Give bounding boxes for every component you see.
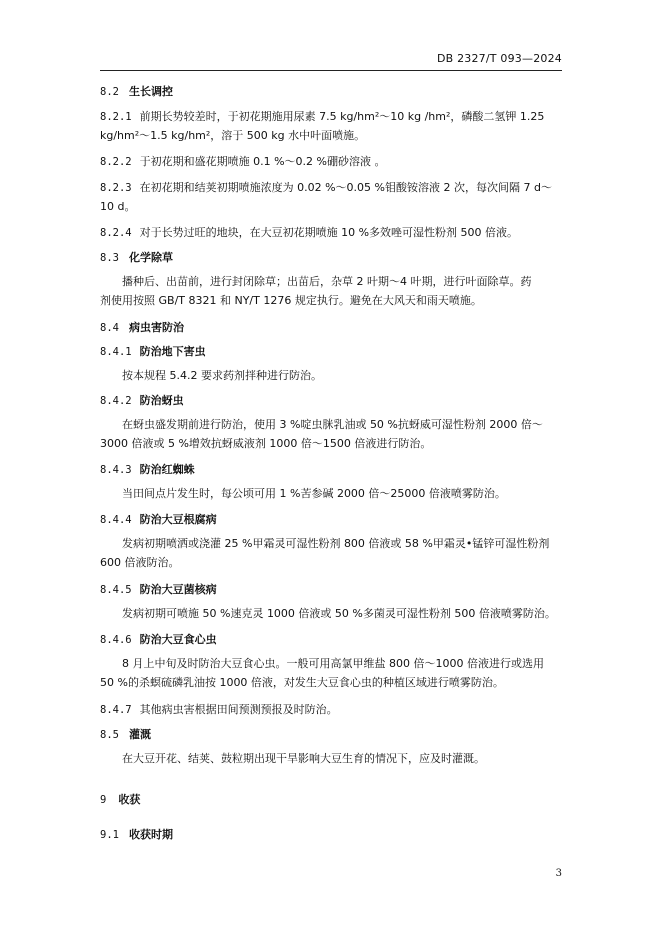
heading-number: 8.3	[100, 252, 119, 264]
heading-number: 8.4.1	[100, 346, 132, 358]
clause-number: 8.2.1	[100, 111, 132, 123]
heading-8-4-2	[100, 391, 562, 411]
paragraph-8-4-2-line2: 3000 倍液或 5 %增效抗蚜威液剂 1000 倍～1500 倍液进行防治。	[100, 437, 432, 450]
heading-8-4-4	[100, 510, 562, 530]
clause-8-2-3-line1	[100, 178, 562, 198]
standard-code-header: DB 2327/T 093—2024	[436, 52, 562, 65]
paragraph-8-4-3: 当田间点片发生时，每公顷可用 1 %苦参碱 2000 倍～25000 倍液喷雾防治。	[122, 487, 506, 500]
clause-text: 对于长势过旺的地块，在大豆初花期喷施 10 %多效唑可湿性粉剂 500 倍液。	[139, 226, 519, 239]
heading-8-4-5	[100, 580, 562, 600]
heading-title: 防治大豆根腐病	[139, 513, 217, 526]
heading-number: 8.5	[100, 729, 119, 741]
heading-number: 9.1	[100, 829, 119, 841]
heading-title: 防治红蜘蛛	[139, 463, 195, 476]
heading-title: 收获	[118, 793, 141, 806]
heading-title: 病虫害防治	[128, 321, 184, 334]
heading-title: 防治大豆食心虫	[139, 633, 217, 646]
heading-number: 8.4.6	[100, 634, 132, 646]
paragraph-8-4-4-line2: 600 倍液防治。	[100, 556, 180, 569]
clause-8-2-3-line2: 10 d。	[100, 200, 136, 213]
clause-text: 前期长势较差时，于初花期施用尿素 7.5 kg/hm²～10 kg /hm²，磷酸二氢钾 1.25	[139, 110, 545, 123]
paragraph-8-4-4-line1: 发病初期喷洒或浇灌 25 %甲霜灵可湿性粉剂 800 倍液或 58 %甲霜灵•锰锌可湿性粉剂	[122, 537, 550, 550]
paragraph-8-5: 在大豆开花、结荚、鼓粒期出现干旱影响大豆生育的情况下，应及时灌溉。	[122, 752, 485, 765]
clause-8-2-2	[100, 152, 562, 172]
page-number: 3	[555, 868, 562, 879]
clause-8-2-1-line1	[100, 107, 562, 127]
heading-8-2	[100, 82, 562, 102]
clause-text: 于初花期和盛花期喷施 0.1 %～0.2 %硼砂溶液 。	[139, 155, 386, 168]
heading-8-4	[100, 318, 562, 338]
clause-text: 其他病虫害根据田间预测预报及时防治。	[139, 703, 338, 716]
clause-number: 8.2.2	[100, 156, 132, 168]
clause-8-2-1-line2: kg/hm²～1.5 kg/hm²，溶于 500 kg 水中叶面喷施。	[100, 129, 366, 142]
heading-8-4-6	[100, 630, 562, 650]
heading-number: 8.4.2	[100, 395, 132, 407]
heading-9	[100, 790, 562, 810]
heading-8-3	[100, 248, 562, 268]
heading-title: 生长调控	[128, 85, 173, 98]
heading-8-4-3	[100, 460, 562, 480]
paragraph-8-3-line2: 剂使用按照 GB/T 8321 和 NY/T 1276 规定执行。避免在大风天和雨天喷施。	[100, 294, 482, 307]
clause-number: 8.4.7	[100, 704, 132, 716]
heading-number: 8.4.4	[100, 514, 132, 526]
paragraph-8-4-6-line1: 8 月上中旬及时防治大豆食心虫。一般可用高氯甲维盐 800 倍～1000 倍液进行或选用	[122, 657, 544, 670]
paragraph-8-3-line1: 播种后、出苗前，进行封闭除草；出苗后，杂草 2 叶期～4 叶期，进行叶面除草。药	[122, 275, 532, 288]
heading-8-5	[100, 725, 562, 745]
clause-number: 8.2.4	[100, 227, 132, 239]
heading-number: 9	[100, 794, 107, 806]
heading-title: 灌溉	[128, 728, 151, 741]
clause-text: 在初花期和结荚初期喷施浓度为 0.02 %～0.05 %钼酸铵溶液 2 次，每次间隔 7 d～	[139, 181, 552, 194]
clause-8-4-7	[100, 700, 562, 720]
heading-9-1	[100, 825, 562, 845]
paragraph-8-4-2-line1: 在蚜虫盛发期前进行防治，使用 3 %啶虫脒乳油或 50 %抗蚜威可湿性粉剂 2000 倍～	[122, 418, 543, 431]
clause-8-2-4	[100, 223, 562, 243]
heading-title: 防治大豆菌核病	[139, 583, 217, 596]
heading-number: 8.2	[100, 86, 119, 98]
header-rule	[100, 70, 562, 71]
paragraph-8-4-6-line2: 50 %的杀螟硫磷乳油按 1000 倍液，对发生大豆食心虫的种植区域进行喷雾防治。	[100, 676, 504, 689]
heading-number: 8.4	[100, 322, 119, 334]
heading-number: 8.4.3	[100, 464, 132, 476]
paragraph-8-4-5: 发病初期可喷施 50 %速克灵 1000 倍液或 50 %多菌灵可湿性粉剂 500 倍液喷雾防治。	[122, 607, 556, 620]
heading-number: 8.4.5	[100, 584, 132, 596]
heading-8-4-1	[100, 342, 562, 362]
heading-title: 防治蚜虫	[139, 394, 184, 407]
heading-title: 防治地下害虫	[139, 345, 206, 358]
heading-title: 收获时期	[128, 828, 173, 841]
heading-title: 化学除草	[128, 251, 173, 264]
paragraph-8-4-1: 按本规程 5.4.2 要求药剂拌种进行防治。	[122, 369, 322, 382]
clause-number: 8.2.3	[100, 182, 132, 194]
